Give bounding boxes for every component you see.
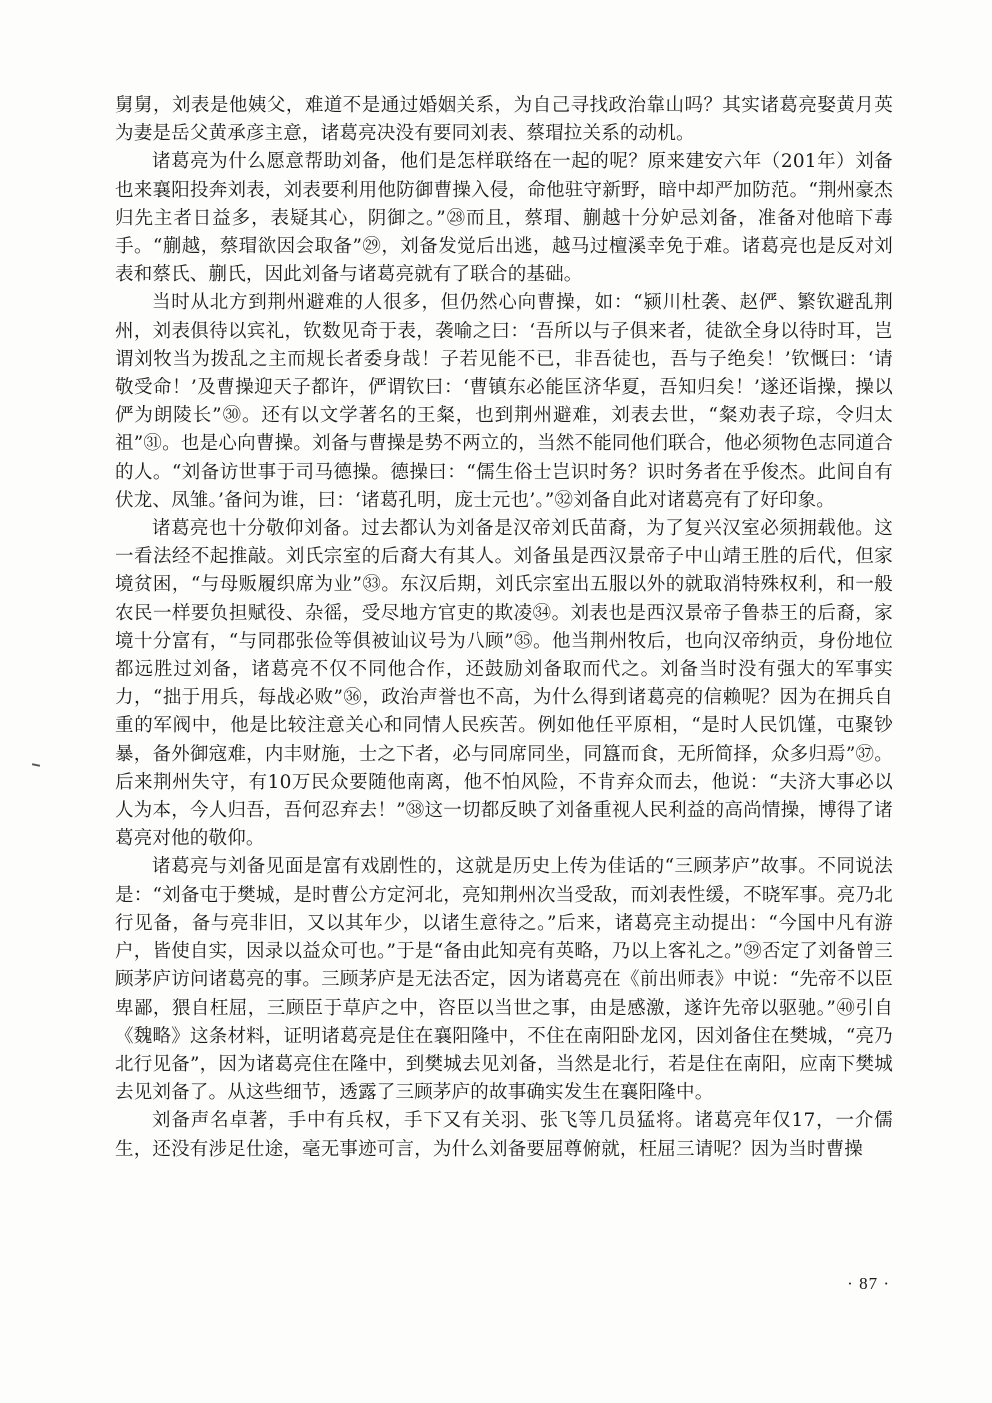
paragraph-5: 诸葛亮与刘备见面是富有戏剧性的，这就是历史上传为佳话的“三顾茅庐”故事。不同说法是：“刘备屯于樊城，是时曹公方定河北，亮知荆州次当受敌，而刘表性缓，不晓军事。亮乃北行见备，备与亮非旧，又以其年少，以诸生意待之。”后来，诸葛亮主动提出：“今国中凡有游户，皆使自实，因录以益众可也。”于是“备由此知亮有英略，乃以上客礼之。”㊴否定了刘备曾三顾茅庐访问诸葛亮的事。三顾茅庐是无法否定，因为诸葛亮在《前出师表》中说：“先帝不以臣卑鄙，猥自枉屈，三顾臣于草庐之中，咨臣以当世之事，由是感激，遂许先帝以驱驰。”㊵引自《魏略》这条材料，证明诸葛亮是住在襄阳隆中，不住在南阳卧龙冈，因刘备住在樊城，“亮乃北行见备”，因为诸葛亮住在隆中，到樊城去见刘备，当然是北行，若是住在南阳，应南下樊城去见刘备了。从这些细节，透露了三顾茅庐的故事确实发生在襄阳隆中。 [115, 856, 893, 1104]
paragraph-4: 诸葛亮也十分敬仰刘备。过去都认为刘备是汉帝刘氏苗裔，为了复兴汉室必须拥载他。这一看法经不起推敲。刘氏宗室的后裔大有其人。刘备虽是西汉景帝子中山靖王胜的后代，但家境贫困，“与母贩履织席为业”㉝。东汉后期，刘氏宗室出五服以外的就取消特殊权利，和一般农民一样要负担赋役、杂徭，受尽地方官吏的欺凌㉞。刘表也是西汉景帝子鲁恭王的后裔，家境十分富有，“与同郡张俭等俱被讪议号为八顾”㉟。他当荆州牧后，也向汉帝纳贡，身份地位都远胜过刘备，诸葛亮不仅不同他合作，还鼓励刘备取而代之。刘备当时没有强大的军事实力，“拙于用兵，每战必败”㊱，政治声誉也不高，为什么得到诸葛亮的信赖呢？因为在拥兵自重的军阀中，他是比较注意关心和同情人民疾苦。例如他任平原相，“是时人民饥馑，屯聚钞暴，备外御寇难，内丰财施，士之下者，必与同席同坐，同簋而食，无所简择，众多归焉”㊲。后来荆州失守，有10万民众要随他南离，他不怕风险，不肯弃众而去，他说：“夫济大事必以人为本，今人归吾，吾何忍弃去！”㊳这一切都反映了刘备重视人民利益的高尚情操，博得了诸葛亮对他的敬仰。 [115, 518, 893, 850]
margin-mark [32, 763, 40, 767]
paragraph-1: 舅舅，刘表是他姨父，难道不是通过婚姻关系，为自己寻找政治靠山吗？其实诸葛亮娶黄月英为妻是岳父黄承彦主意，诸葛亮决没有要同刘表、蔡瑁拉关系的动机。 [115, 95, 893, 145]
body-text [115, 92, 893, 1164]
paragraph-6: 刘备声名卓著，手中有兵权，手下又有关羽、张飞等几员猛将。诸葛亮年仅17，一介儒生，还没有涉足仕途，毫无事迹可言，为什么刘备要屈尊俯就，枉屈三请呢？因为当时曹操 [115, 1110, 893, 1160]
paragraph-3: 当时从北方到荆州避难的人很多，但仍然心向曹操，如：“颍川杜袭、赵俨、繁钦避乱荆州，刘表俱待以宾礼，钦数见奇于表，袭喻之曰：‘吾所以与子俱来者，徒欲全身以待时耳，岂谓刘牧当为拨乱之主而规长者委身哉！子若见能不已，非吾徒也，吾与子绝矣！’钦慨曰：‘请敬受命！’及曹操迎天子都许，俨谓钦曰：‘曹镇东必能匡济华夏，吾知归矣！’遂还诣操，操以俨为朗陵长”㉚。还有以文学著名的王粲，也到荆州避难，刘表去世，“粲劝表子琮，令归太祖”㉛。也是心向曹操。刘备与曹操是势不两立的，当然不能同他们联合，他必须物色志同道合的人。“刘备访世事于司马德操。德操曰：“儒生俗士岂识时务？识时务者在乎俊杰。此间自有伏龙、凤雏。’备问为谁，曰：‘诸葛孔明，庞士元也’。”㉜刘备自此对诸葛亮有了好印象。 [115, 292, 893, 511]
page-number: · 87 · [847, 1274, 890, 1293]
paragraph-2: 诸葛亮为什么愿意帮助刘备，他们是怎样联络在一起的呢？原来建安六年（201年）刘备也来襄阳投奔刘表，刘表要利用他防御曹操入侵，命他驻守新野，暗中却严加防范。“荆州豪杰归先主者日益多，表疑其心，阴御之。”㉘而且，蔡瑁、蒯越十分妒忌刘备，准备对他暗下毒手。“蒯越，蔡瑁欲因会取备”㉙，刘备发觉后出逃，越马过檀溪幸免于难。诸葛亮也是反对刘表和蔡氏、蒯氏，因此刘备与诸葛亮就有了联合的基础。 [115, 151, 893, 286]
